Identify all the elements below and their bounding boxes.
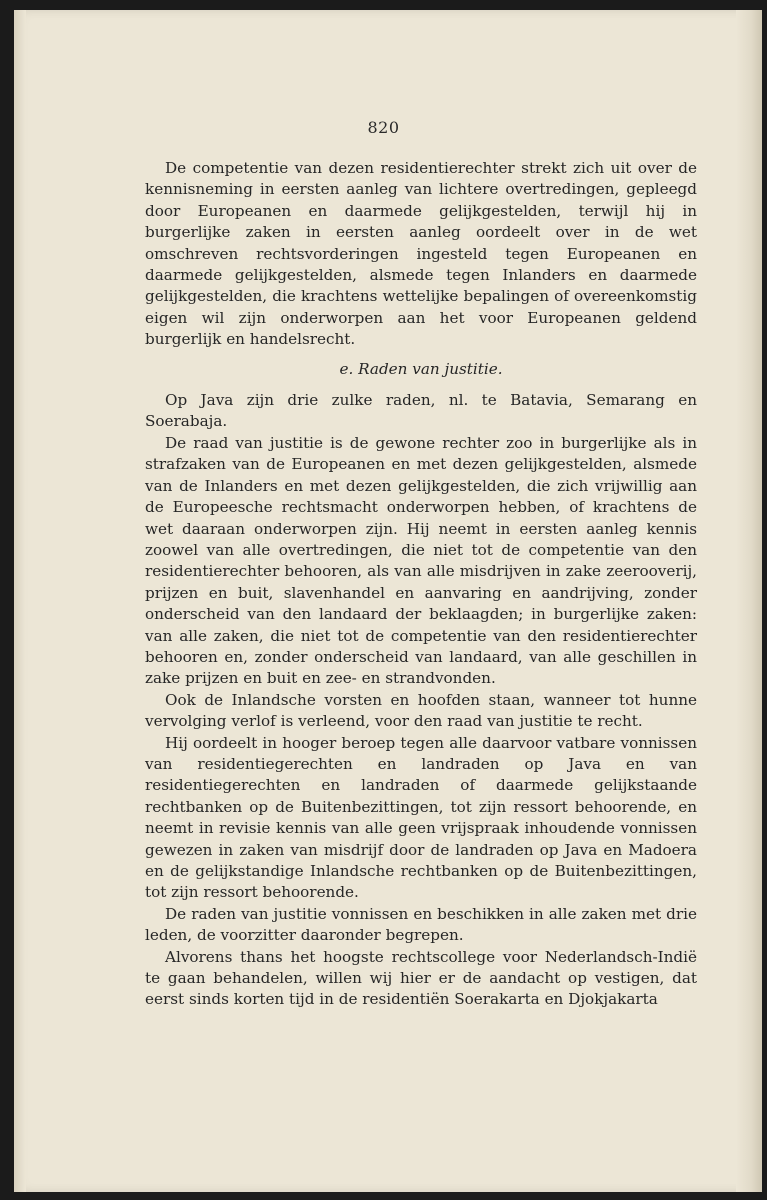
section-heading bbox=[145, 359, 697, 380]
paragraph: Ook de Inlandsche vorsten en hoofden staan, wanneer tot hunne vervolging verlof is verleend, voor den raad van justitie te recht. bbox=[145, 690, 697, 731]
paragraph: Hij oordeelt in hooger beroep tegen alle daarvoor vatbare vonnissen van residentiegerechten en landraden op Java en van residentiegerechten en landraden of daarmede gelijkstaande rechtbanken op de Buitenbezittingen, tot zijn ressort behoorende, en neemt in revisie kennis van alle geen vrijspraak inhoudende vonnissen gewezen in zaken van misdrijf door de landraden op Java en Madoera en de gelijkstandige Inlandsche rechtbanken op de Buitenbezittingen, tot zijn ressort behoorende. bbox=[145, 733, 697, 902]
paragraph: De raad van justitie is de gewone rechter zoo in burgerlijke als in strafzaken van de Europeanen en met dezen gelijkgestelden, alsmede van de Inlanders en met dezen gelijkgestelden, die zich vrijwillig aan de Europeesche rechtsmacht onderworpen hebben, of krachtens de wet daaraan onderworpen zijn. Hij neemt in eersten aanleg kennis zoowel van alle overtredingen, die niet tot de competentie van den residentierechter behooren, als van alle misdrijven in zake zeerooverij, prijzen en buit, slavenhandel en aanvaring en aandrijving, zonder onderscheid van den landaard der beklaagden; in burgerlijke zaken: van alle zaken, die niet tot de competentie van den residentierechter behooren en, zonder onderscheid van landaard, van alle geschillen in zake prijzen en buit en zee- en strandvonden. bbox=[145, 433, 697, 688]
page-number: 820 bbox=[367, 118, 400, 137]
section-title: Raden van justitie. bbox=[358, 359, 503, 378]
paragraph: Op Java zijn drie zulke raden, nl. te Batavia, Semarang en Soerabaja. bbox=[145, 391, 697, 431]
paragraph: De raden van justitie vonnissen en beschikken in alle zaken met drie leden, de voorzitter daaronder begrepen. bbox=[145, 904, 697, 945]
page-gutter-shadow bbox=[14, 10, 26, 1192]
page-body bbox=[145, 158, 697, 1011]
paragraph: Alvorens thans het hoogste rechtscollege voor Nederlandsch-Indië te gaan behandelen, willen wij hier er de aandacht op vestigen, dat eerst sinds korten tijd in de residentiën Soerakarta en Djokjakarta bbox=[145, 947, 697, 1009]
section-letter: e. bbox=[339, 359, 354, 378]
page-edge-shadow bbox=[736, 10, 762, 1192]
paragraph-intro: De competentie van dezen residentierechter strekt zich uit over de kennisneming in eersten aanleg van lichtere overtredingen, gepleegd door Europeanen en daarmede gelijkgestelden, terwijl hij in burgerlijke zaken in eersten aanleg oordeelt over in de wet omschreven rechtsvorderingen ingesteld tegen Europeanen en daarmede gelijkgestelden, alsmede tegen Inlanders en daarmede gelijkgestelden, die krachtens wettelijke bepalingen of overeenkomstig eigen wil zijn onderworpen aan het voor Europeanen geldend burgerlijk en handelsrecht. bbox=[145, 159, 697, 349]
